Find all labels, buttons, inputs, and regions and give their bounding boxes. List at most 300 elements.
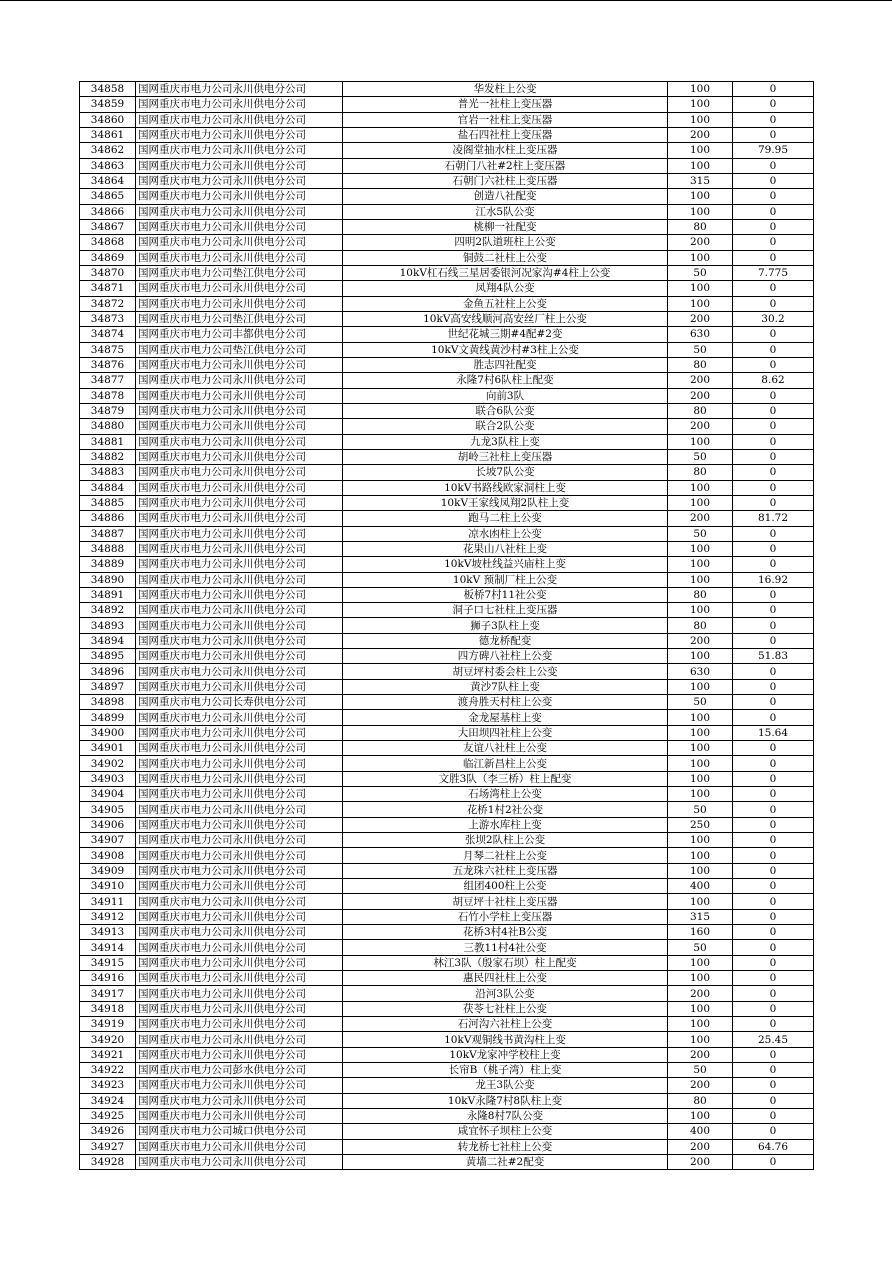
capacity-cell: 100 xyxy=(668,863,733,878)
value-cell: 0 xyxy=(733,879,814,894)
capacity-cell: 100 xyxy=(668,833,733,848)
row-id-cell: 34898 xyxy=(80,695,136,710)
table-row xyxy=(80,909,814,924)
value-cell: 0 xyxy=(733,863,814,878)
company-cell: 国网重庆市电力公司永川供电分公司 xyxy=(136,127,343,142)
value-cell: 16.92 xyxy=(733,572,814,587)
company-cell: 国网重庆市电力公司永川供电分公司 xyxy=(136,1108,343,1123)
value-cell: 0 xyxy=(733,480,814,495)
row-id-cell: 34918 xyxy=(80,1001,136,1016)
value-cell: 8.62 xyxy=(733,373,814,388)
company-cell: 国网重庆市电力公司永川供电分公司 xyxy=(136,250,343,265)
company-cell: 国网重庆市电力公司永川供电分公司 xyxy=(136,281,343,296)
row-id-cell: 34905 xyxy=(80,802,136,817)
row-id-cell: 34863 xyxy=(80,158,136,173)
capacity-cell: 200 xyxy=(668,419,733,434)
company-cell: 国网重庆市电力公司永川供电分公司 xyxy=(136,158,343,173)
company-cell: 国网重庆市电力公司永川供电分公司 xyxy=(136,495,343,510)
table-row xyxy=(80,633,814,648)
row-id-cell: 34916 xyxy=(80,971,136,986)
transformer-name-cell: 10kV永隆7村8队柱上变 xyxy=(343,1093,668,1108)
table-row xyxy=(80,204,814,219)
capacity-cell: 50 xyxy=(668,526,733,541)
transformer-name-cell: 咸宜怀子坝柱上公变 xyxy=(343,1124,668,1139)
transformer-name-cell: 花果山八社柱上变 xyxy=(343,541,668,556)
row-id-cell: 34866 xyxy=(80,204,136,219)
transformer-name-cell: 胡岭三社柱上变压器 xyxy=(343,449,668,464)
transformer-name-cell: 友谊八社柱上公变 xyxy=(343,741,668,756)
transformer-name-cell: 10kV观铜线书黄沟柱上变 xyxy=(343,1032,668,1047)
company-cell: 国网重庆市电力公司彭水供电分公司 xyxy=(136,1063,343,1078)
transformer-name-cell: 大田坝四社柱上公变 xyxy=(343,725,668,740)
company-cell: 国网重庆市电力公司永川供电分公司 xyxy=(136,1047,343,1062)
capacity-cell: 100 xyxy=(668,557,733,572)
transformer-name-cell: 茯苓七社柱上公变 xyxy=(343,1001,668,1016)
value-cell: 0 xyxy=(733,403,814,418)
company-cell: 国网重庆市电力公司永川供电分公司 xyxy=(136,480,343,495)
row-id-cell: 34862 xyxy=(80,143,136,158)
row-id-cell: 34876 xyxy=(80,357,136,372)
table-row xyxy=(80,143,814,158)
company-cell: 国网重庆市电力公司永川供电分公司 xyxy=(136,526,343,541)
company-cell: 国网重庆市电力公司永川供电分公司 xyxy=(136,296,343,311)
capacity-cell: 50 xyxy=(668,695,733,710)
company-cell: 国网重庆市电力公司永川供电分公司 xyxy=(136,771,343,786)
capacity-cell: 100 xyxy=(668,1108,733,1123)
table-row xyxy=(80,1032,814,1047)
value-cell: 0 xyxy=(733,235,814,250)
capacity-cell: 100 xyxy=(668,1001,733,1016)
table-row xyxy=(80,449,814,464)
row-id-cell: 34927 xyxy=(80,1139,136,1154)
table-row xyxy=(80,971,814,986)
company-cell: 国网重庆市电力公司永川供电分公司 xyxy=(136,557,343,572)
row-id-cell: 34913 xyxy=(80,925,136,940)
value-cell: 0 xyxy=(733,419,814,434)
company-cell: 国网重庆市电力公司永川供电分公司 xyxy=(136,388,343,403)
capacity-cell: 630 xyxy=(668,664,733,679)
row-id-cell: 34926 xyxy=(80,1124,136,1139)
capacity-cell: 630 xyxy=(668,327,733,342)
table-row xyxy=(80,741,814,756)
table-row xyxy=(80,725,814,740)
company-cell: 国网重庆市电力公司垫江供电分公司 xyxy=(136,342,343,357)
capacity-cell: 100 xyxy=(668,848,733,863)
capacity-cell: 200 xyxy=(668,986,733,1001)
capacity-cell: 80 xyxy=(668,587,733,602)
transformer-name-cell: 桃柳一社配变 xyxy=(343,219,668,234)
table-row xyxy=(80,158,814,173)
transformer-name-cell: 四明2队道班柱上公变 xyxy=(343,235,668,250)
transformer-name-cell: 10kV王家线凤翔2队柱上变 xyxy=(343,495,668,510)
capacity-cell: 315 xyxy=(668,909,733,924)
value-cell: 0 xyxy=(733,1001,814,1016)
table-row xyxy=(80,695,814,710)
capacity-cell: 160 xyxy=(668,925,733,940)
table-row xyxy=(80,373,814,388)
row-id-cell: 34884 xyxy=(80,480,136,495)
company-cell: 国网重庆市电力公司永川供电分公司 xyxy=(136,1001,343,1016)
table-row xyxy=(80,1063,814,1078)
transformer-name-cell: 10kV杠石线三星居委银河况家沟#4柱上公变 xyxy=(343,265,668,280)
row-id-cell: 34901 xyxy=(80,741,136,756)
row-id-cell: 34887 xyxy=(80,526,136,541)
value-cell: 0 xyxy=(733,1017,814,1032)
value-cell: 0 xyxy=(733,1047,814,1062)
table-row xyxy=(80,1108,814,1123)
table-row xyxy=(80,649,814,664)
company-cell: 国网重庆市电力公司永川供电分公司 xyxy=(136,465,343,480)
company-cell: 国网重庆市电力公司永川供电分公司 xyxy=(136,848,343,863)
capacity-cell: 100 xyxy=(668,434,733,449)
value-cell: 0 xyxy=(733,955,814,970)
company-cell: 国网重庆市电力公司永川供电分公司 xyxy=(136,204,343,219)
transformer-name-cell: 月琴二社柱上公变 xyxy=(343,848,668,863)
value-cell: 15.64 xyxy=(733,725,814,740)
value-cell: 0 xyxy=(733,695,814,710)
value-cell: 0 xyxy=(733,787,814,802)
table-row xyxy=(80,434,814,449)
value-cell: 0 xyxy=(733,173,814,188)
row-id-cell: 34908 xyxy=(80,848,136,863)
capacity-cell: 100 xyxy=(668,1032,733,1047)
row-id-cell: 34924 xyxy=(80,1093,136,1108)
table-row xyxy=(80,235,814,250)
company-cell: 国网重庆市电力公司永川供电分公司 xyxy=(136,618,343,633)
transformer-name-cell: 林江3队（殷家石坝）柱上配变 xyxy=(343,955,668,970)
table-row xyxy=(80,265,814,280)
value-cell: 0 xyxy=(733,112,814,127)
company-cell: 国网重庆市电力公司永川供电分公司 xyxy=(136,449,343,464)
row-id-cell: 34923 xyxy=(80,1078,136,1093)
transformer-name-cell: 龙王3队公变 xyxy=(343,1078,668,1093)
value-cell: 0 xyxy=(733,97,814,112)
table-row xyxy=(80,357,814,372)
capacity-cell: 100 xyxy=(668,603,733,618)
transformer-name-cell: 10kV高安线顺河高安丝厂柱上公变 xyxy=(343,311,668,326)
table-row xyxy=(80,863,814,878)
row-id-cell: 34861 xyxy=(80,127,136,142)
row-id-cell: 34897 xyxy=(80,679,136,694)
capacity-cell: 50 xyxy=(668,802,733,817)
table-row xyxy=(80,173,814,188)
value-cell: 0 xyxy=(733,633,814,648)
capacity-cell: 100 xyxy=(668,649,733,664)
row-id-cell: 34858 xyxy=(80,82,136,97)
table-row xyxy=(80,1001,814,1016)
capacity-cell: 80 xyxy=(668,618,733,633)
capacity-cell: 100 xyxy=(668,250,733,265)
capacity-cell: 100 xyxy=(668,572,733,587)
capacity-cell: 80 xyxy=(668,465,733,480)
value-cell: 0 xyxy=(733,281,814,296)
row-id-cell: 34880 xyxy=(80,419,136,434)
row-id-cell: 34912 xyxy=(80,909,136,924)
capacity-cell: 100 xyxy=(668,725,733,740)
capacity-cell: 250 xyxy=(668,817,733,832)
capacity-cell: 200 xyxy=(668,388,733,403)
capacity-cell: 200 xyxy=(668,633,733,648)
transformer-name-cell: 普光一社柱上变压器 xyxy=(343,97,668,112)
page-top-border xyxy=(0,0,892,1)
row-id-cell: 34893 xyxy=(80,618,136,633)
company-cell: 国网重庆市电力公司垫江供电分公司 xyxy=(136,311,343,326)
row-id-cell: 34883 xyxy=(80,465,136,480)
company-cell: 国网重庆市电力公司永川供电分公司 xyxy=(136,173,343,188)
table-row xyxy=(80,219,814,234)
company-cell: 国网重庆市电力公司永川供电分公司 xyxy=(136,649,343,664)
table-row xyxy=(80,618,814,633)
value-cell: 0 xyxy=(733,986,814,1001)
table-row xyxy=(80,664,814,679)
capacity-cell: 315 xyxy=(668,173,733,188)
company-cell: 国网重庆市电力公司长寿供电分公司 xyxy=(136,695,343,710)
transformer-name-cell: 惠民四社柱上公变 xyxy=(343,971,668,986)
row-id-cell: 34894 xyxy=(80,633,136,648)
row-id-cell: 34874 xyxy=(80,327,136,342)
transformer-name-cell: 花桥1村2社公变 xyxy=(343,802,668,817)
table-row xyxy=(80,710,814,725)
transformer-name-cell: 石竹小学柱上变压器 xyxy=(343,909,668,924)
company-cell: 国网重庆市电力公司永川供电分公司 xyxy=(136,511,343,526)
transformer-name-cell: 10kV书路线欧家洞柱上变 xyxy=(343,480,668,495)
capacity-cell: 100 xyxy=(668,189,733,204)
table-row xyxy=(80,419,814,434)
table-row xyxy=(80,955,814,970)
table-row xyxy=(80,1154,814,1169)
table-row xyxy=(80,587,814,602)
value-cell: 0 xyxy=(733,909,814,924)
transformer-name-cell: 石河沟六社柱上公变 xyxy=(343,1017,668,1032)
company-cell: 国网重庆市电力公司永川供电分公司 xyxy=(136,986,343,1001)
table-row xyxy=(80,189,814,204)
capacity-cell: 80 xyxy=(668,1093,733,1108)
transformer-name-cell: 10kV 预制厂柱上公变 xyxy=(343,572,668,587)
table-row xyxy=(80,771,814,786)
table-row xyxy=(80,1139,814,1154)
row-id-cell: 34921 xyxy=(80,1047,136,1062)
transformer-name-cell: 10kV龙家冲学校柱上变 xyxy=(343,1047,668,1062)
capacity-cell: 100 xyxy=(668,143,733,158)
transformer-name-cell: 五龙珠六社柱上变压器 xyxy=(343,863,668,878)
company-cell: 国网重庆市电力公司城口供电分公司 xyxy=(136,1124,343,1139)
value-cell: 0 xyxy=(733,495,814,510)
row-id-cell: 34919 xyxy=(80,1017,136,1032)
transformer-name-cell: 长帘B（桃子湾）柱上变 xyxy=(343,1063,668,1078)
table-row xyxy=(80,82,814,97)
value-cell: 0 xyxy=(733,204,814,219)
value-cell: 0 xyxy=(733,741,814,756)
company-cell: 国网重庆市电力公司永川供电分公司 xyxy=(136,434,343,449)
transformer-name-cell: 凤翔4队公变 xyxy=(343,281,668,296)
row-id-cell: 34907 xyxy=(80,833,136,848)
row-id-cell: 34875 xyxy=(80,342,136,357)
company-cell: 国网重庆市电力公司永川供电分公司 xyxy=(136,833,343,848)
table-row xyxy=(80,296,814,311)
transformer-name-cell: 三教11村4社公变 xyxy=(343,940,668,955)
company-cell: 国网重庆市电力公司永川供电分公司 xyxy=(136,373,343,388)
table-row xyxy=(80,940,814,955)
row-id-cell: 34904 xyxy=(80,787,136,802)
value-cell: 0 xyxy=(733,848,814,863)
transformer-name-cell: 永隆8村7队公变 xyxy=(343,1108,668,1123)
row-id-cell: 34872 xyxy=(80,296,136,311)
value-cell: 79.95 xyxy=(733,143,814,158)
row-id-cell: 34915 xyxy=(80,955,136,970)
value-cell: 0 xyxy=(733,756,814,771)
capacity-cell: 80 xyxy=(668,219,733,234)
transformer-name-cell: 长坡7队公变 xyxy=(343,465,668,480)
value-cell: 0 xyxy=(733,1093,814,1108)
value-cell: 0 xyxy=(733,541,814,556)
transformer-name-cell: 凉水凼柱上公变 xyxy=(343,526,668,541)
capacity-cell: 100 xyxy=(668,296,733,311)
table-row xyxy=(80,572,814,587)
transformer-name-cell: 10kV文黄线黄沙村#3柱上公变 xyxy=(343,342,668,357)
table-row xyxy=(80,802,814,817)
table-row xyxy=(80,679,814,694)
table-row xyxy=(80,603,814,618)
row-id-cell: 34868 xyxy=(80,235,136,250)
capacity-cell: 50 xyxy=(668,265,733,280)
row-id-cell: 34859 xyxy=(80,97,136,112)
transformer-name-cell: 文胜3队（李三桥）柱上配变 xyxy=(343,771,668,786)
row-id-cell: 34899 xyxy=(80,710,136,725)
capacity-cell: 100 xyxy=(668,710,733,725)
table-row xyxy=(80,127,814,142)
row-id-cell: 34906 xyxy=(80,817,136,832)
value-cell: 0 xyxy=(733,603,814,618)
transformer-name-cell: 胡豆坪村委会柱上公变 xyxy=(343,664,668,679)
row-id-cell: 34925 xyxy=(80,1108,136,1123)
company-cell: 国网重庆市电力公司永川供电分公司 xyxy=(136,925,343,940)
row-id-cell: 34882 xyxy=(80,449,136,464)
company-cell: 国网重庆市电力公司永川供电分公司 xyxy=(136,710,343,725)
value-cell: 0 xyxy=(733,1108,814,1123)
capacity-cell: 100 xyxy=(668,204,733,219)
row-id-cell: 34902 xyxy=(80,756,136,771)
table-row xyxy=(80,403,814,418)
transformer-name-cell: 狮子3队柱上变 xyxy=(343,618,668,633)
capacity-cell: 50 xyxy=(668,940,733,955)
capacity-cell: 100 xyxy=(668,112,733,127)
row-id-cell: 34879 xyxy=(80,403,136,418)
company-cell: 国网重庆市电力公司永川供电分公司 xyxy=(136,587,343,602)
value-cell: 0 xyxy=(733,82,814,97)
value-cell: 0 xyxy=(733,557,814,572)
company-cell: 国网重庆市电力公司永川供电分公司 xyxy=(136,189,343,204)
capacity-cell: 100 xyxy=(668,741,733,756)
company-cell: 国网重庆市电力公司永川供电分公司 xyxy=(136,1093,343,1108)
capacity-cell: 100 xyxy=(668,480,733,495)
company-cell: 国网重庆市电力公司永川供电分公司 xyxy=(136,863,343,878)
value-cell: 0 xyxy=(733,587,814,602)
row-id-cell: 34869 xyxy=(80,250,136,265)
value-cell: 0 xyxy=(733,1124,814,1139)
capacity-cell: 200 xyxy=(668,373,733,388)
value-cell: 0 xyxy=(733,971,814,986)
company-cell: 国网重庆市电力公司永川供电分公司 xyxy=(136,403,343,418)
table-row xyxy=(80,833,814,848)
capacity-cell: 200 xyxy=(668,1139,733,1154)
row-id-cell: 34865 xyxy=(80,189,136,204)
table-row xyxy=(80,465,814,480)
transformer-name-cell: 向前3队 xyxy=(343,388,668,403)
capacity-cell: 100 xyxy=(668,787,733,802)
transformer-name-cell: 转龙桥七社柱上公变 xyxy=(343,1139,668,1154)
table-row xyxy=(80,1078,814,1093)
row-id-cell: 34885 xyxy=(80,495,136,510)
company-cell: 国网重庆市电力公司丰都供电分公司 xyxy=(136,327,343,342)
value-cell: 64.76 xyxy=(733,1139,814,1154)
table-row xyxy=(80,879,814,894)
value-cell: 0 xyxy=(733,940,814,955)
company-cell: 国网重庆市电力公司永川供电分公司 xyxy=(136,633,343,648)
value-cell: 0 xyxy=(733,802,814,817)
transformer-name-cell: 金鱼五社柱上公变 xyxy=(343,296,668,311)
table-row xyxy=(80,756,814,771)
capacity-cell: 100 xyxy=(668,756,733,771)
table-row xyxy=(80,894,814,909)
row-id-cell: 34881 xyxy=(80,434,136,449)
capacity-cell: 100 xyxy=(668,495,733,510)
row-id-cell: 34914 xyxy=(80,940,136,955)
value-cell: 0 xyxy=(733,388,814,403)
row-id-cell: 34909 xyxy=(80,863,136,878)
value-cell: 0 xyxy=(733,357,814,372)
row-id-cell: 34891 xyxy=(80,587,136,602)
company-cell: 国网重庆市电力公司永川供电分公司 xyxy=(136,817,343,832)
company-cell: 国网重庆市电力公司永川供电分公司 xyxy=(136,894,343,909)
value-cell: 0 xyxy=(733,771,814,786)
transformer-name-cell: 胜志四社配变 xyxy=(343,357,668,372)
table-row xyxy=(80,250,814,265)
value-cell: 0 xyxy=(733,342,814,357)
row-id-cell: 34903 xyxy=(80,771,136,786)
capacity-cell: 400 xyxy=(668,1124,733,1139)
table-row xyxy=(80,986,814,1001)
value-cell: 0 xyxy=(733,925,814,940)
value-cell: 0 xyxy=(733,219,814,234)
capacity-cell: 200 xyxy=(668,1078,733,1093)
table-row xyxy=(80,1047,814,1062)
capacity-cell: 100 xyxy=(668,82,733,97)
transformer-name-cell: 10kV坡杜线益兴庙柱上变 xyxy=(343,557,668,572)
transformer-name-cell: 洞子口七社柱上变压器 xyxy=(343,603,668,618)
transformer-name-cell: 石朝门六社柱上变压器 xyxy=(343,173,668,188)
row-id-cell: 34871 xyxy=(80,281,136,296)
company-cell: 国网重庆市电力公司永川供电分公司 xyxy=(136,1017,343,1032)
value-cell: 0 xyxy=(733,189,814,204)
table-row xyxy=(80,311,814,326)
capacity-cell: 100 xyxy=(668,97,733,112)
transformer-name-cell: 跑马二柱上公变 xyxy=(343,511,668,526)
value-cell: 51.83 xyxy=(733,649,814,664)
capacity-cell: 400 xyxy=(668,879,733,894)
value-cell: 0 xyxy=(733,894,814,909)
company-cell: 国网重庆市电力公司永川供电分公司 xyxy=(136,971,343,986)
company-cell: 国网重庆市电力公司永川供电分公司 xyxy=(136,572,343,587)
value-cell: 0 xyxy=(733,434,814,449)
row-id-cell: 34867 xyxy=(80,219,136,234)
value-cell: 0 xyxy=(733,710,814,725)
transformer-name-cell: 上游水库柱上变 xyxy=(343,817,668,832)
capacity-cell: 100 xyxy=(668,1017,733,1032)
value-cell: 0 xyxy=(733,250,814,265)
table-body xyxy=(80,82,814,1170)
table-row xyxy=(80,541,814,556)
row-id-cell: 34889 xyxy=(80,557,136,572)
